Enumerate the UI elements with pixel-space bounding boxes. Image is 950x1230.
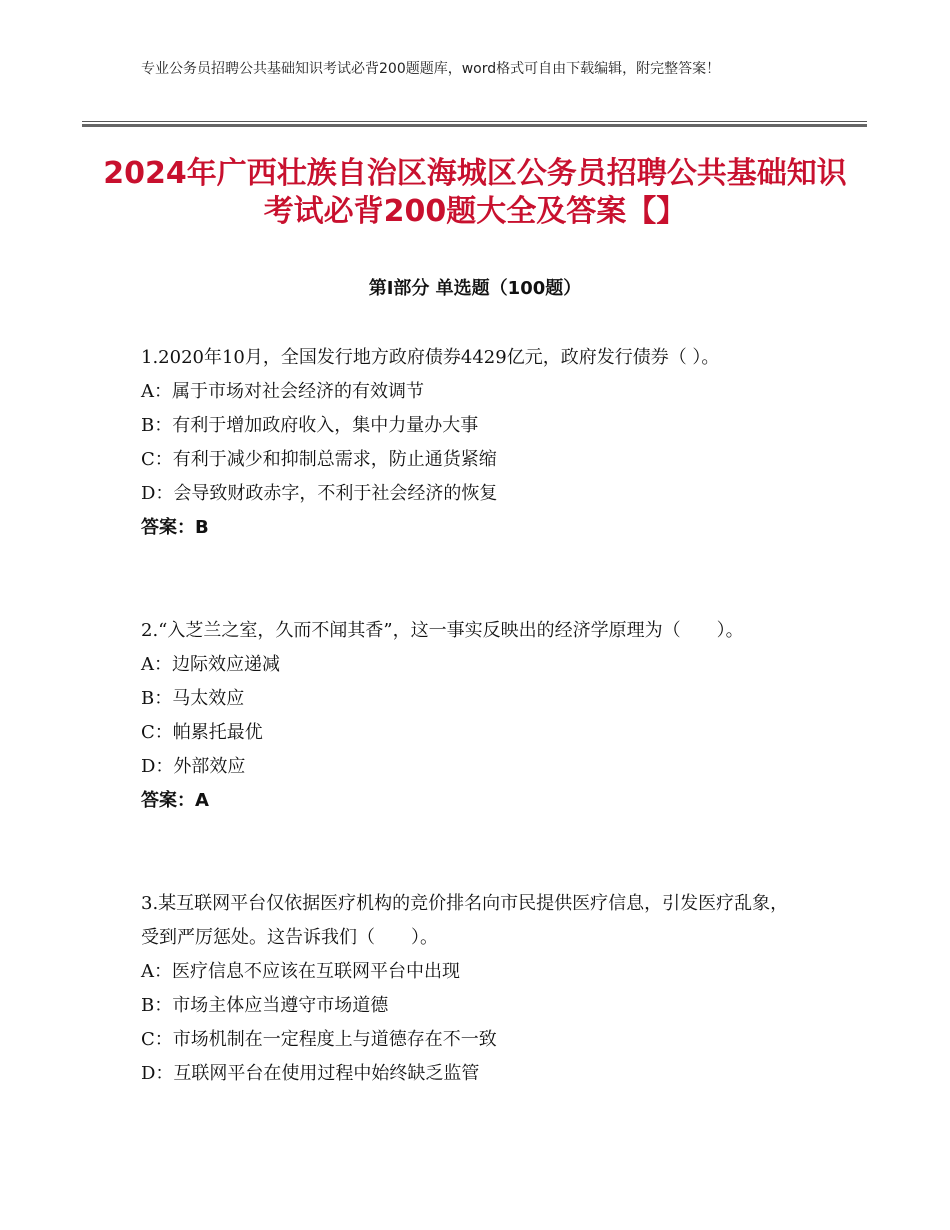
header-divider-thick [82, 124, 867, 127]
question-stem: 2.“入芝兰之室，久而不闻其香”，这一事实反映出的经济学原理为（ ）。 [141, 620, 744, 641]
question-option-a: A：边际效应递减 [141, 654, 280, 675]
question-answer: 答案：B [141, 517, 209, 538]
question-option-a: A：属于市场对社会经济的有效调节 [141, 381, 424, 402]
header-divider [82, 121, 867, 122]
question-option-d: D：互联网平台在使用过程中始终缺乏监管 [141, 1063, 480, 1084]
question-1 [141, 341, 801, 545]
question-option-b: B：有利于增加政府收入，集中力量办大事 [141, 415, 479, 436]
question-option-d: D：外部效应 [141, 756, 246, 777]
document-title: 2024年广西壮族自治区海城区公务员招聘公共基础知识考试必背200题大全及答案【】 [103, 156, 847, 229]
question-option-d: D：会导致财政赤字，不利于社会经济的恢复 [141, 483, 498, 504]
section-title: 第Ⅰ部分 单选题（100题） [368, 278, 582, 299]
question-stem: 1.2020年10月，全国发行地方政府债券4429亿元，政府发行债券（ ）。 [141, 347, 720, 368]
question-3 [141, 887, 801, 1091]
question-option-c: C：市场机制在一定程度上与道德存在不一致 [141, 1029, 497, 1050]
question-option-c: C：有利于减少和抑制总需求，防止通货紧缩 [141, 449, 497, 470]
question-option-b: B：马太效应 [141, 688, 245, 709]
question-option-c: C：帕累托最优 [141, 722, 263, 743]
question-option-b: B：市场主体应当遵守市场道德 [141, 995, 389, 1016]
question-answer: 答案：A [141, 790, 209, 811]
question-option-a: A：医疗信息不应该在互联网平台中出现 [141, 961, 460, 982]
header-note: 专业公务员招聘公共基础知识考试必背200题题库，word格式可自由下载编辑，附完整答案！ [141, 61, 721, 77]
question-2 [141, 614, 801, 818]
question-stem: 3.某互联网平台仅依据医疗机构的竞价排名向市民提供医疗信息，引发医疗乱象，受到严厉惩处。这告诉我们（ ）。 [141, 893, 789, 948]
